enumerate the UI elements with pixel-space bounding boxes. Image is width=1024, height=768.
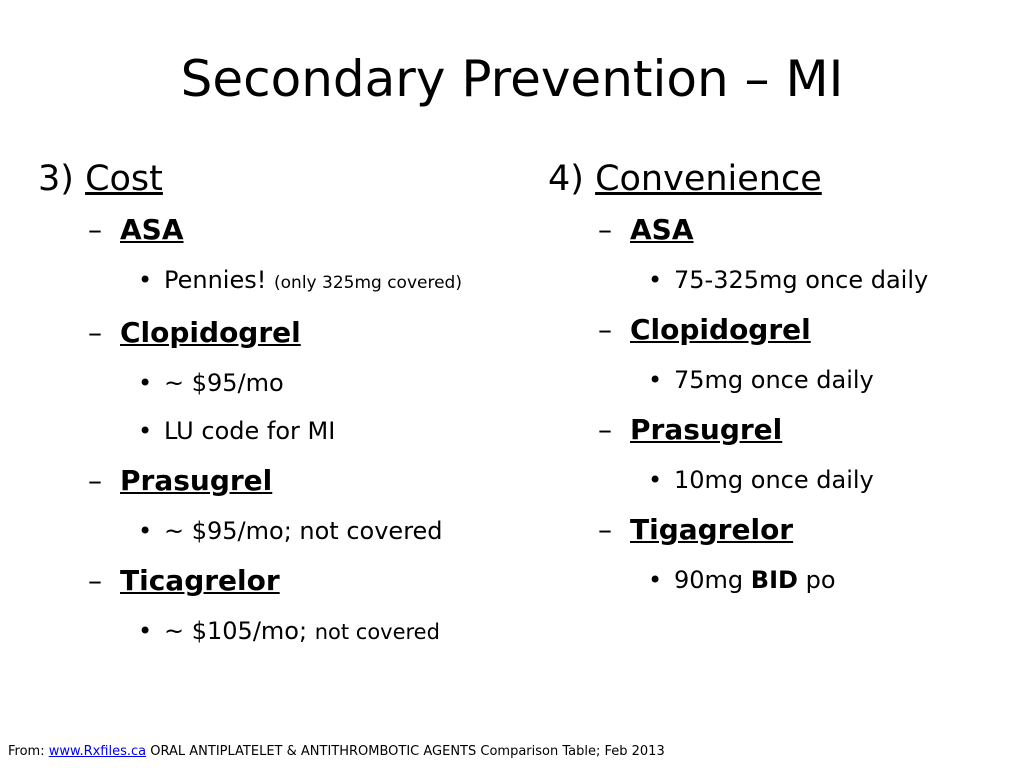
convenience-heading-label: Convenience — [595, 159, 822, 199]
convenience-detail-asa — [648, 264, 1018, 296]
convenience-detail-clopidogrel — [648, 364, 1018, 396]
drug-name: Clopidogrel — [120, 316, 301, 349]
dash-bullet: – — [598, 213, 612, 246]
convenience-drug-clopidogrel — [598, 312, 1018, 348]
detail-note: (only 325mg covered) — [274, 273, 462, 293]
footer-text: ORAL ANTIPLATELET & ANTITHROMBOTIC AGENTS Comparison Table; Feb 2013 — [150, 744, 665, 759]
source-footer — [8, 743, 665, 761]
cost-heading-label: Cost — [85, 159, 163, 199]
drug-name: Clopidogrel — [630, 313, 811, 346]
detail-text: LU code for MI — [164, 417, 336, 445]
cost-detail-ticagrelor — [138, 615, 508, 648]
dash-bullet: – — [88, 213, 102, 246]
convenience-drug-prasugrel — [598, 412, 1018, 448]
convenience-heading — [548, 156, 1018, 202]
drug-name: Tigagrelor — [630, 513, 794, 546]
cost-detail-asa — [138, 264, 508, 299]
bullet: • — [648, 366, 663, 394]
cost-heading — [38, 156, 508, 202]
detail-text: ~ $95/mo — [164, 369, 284, 397]
cost-detail-prasugrel — [138, 515, 508, 547]
bullet: • — [648, 466, 663, 494]
convenience-heading-number: 4) — [548, 159, 584, 199]
detail-text-pre: 90mg — [674, 566, 744, 594]
dash-bullet: – — [598, 513, 612, 546]
detail-text-post: po — [805, 566, 836, 594]
drug-name: Ticagrelor — [120, 564, 280, 597]
convenience-detail-tigagrelor — [648, 564, 1018, 596]
convenience-drug-tigagrelor — [598, 512, 1018, 548]
convenience-detail-prasugrel — [648, 464, 1018, 496]
detail-text: ~ $95/mo; not covered — [164, 517, 443, 545]
rxfiles-link[interactable]: www.Rxfiles.ca — [48, 744, 147, 759]
bullet: • — [138, 417, 153, 445]
dash-bullet: – — [88, 316, 102, 349]
detail-note: not covered — [314, 620, 440, 644]
cost-detail-clopidogrel-1 — [138, 367, 508, 399]
slide-title: Secondary Prevention – MI — [180, 50, 844, 108]
drug-name: Prasugrel — [120, 464, 273, 497]
bullet: • — [138, 517, 153, 545]
dash-bullet: – — [88, 564, 102, 597]
drug-name: ASA — [630, 213, 694, 246]
detail-text: 10mg once daily — [674, 466, 874, 494]
footer-prefix: From: — [8, 744, 45, 759]
detail-text: Pennies! — [164, 266, 267, 294]
dash-bullet: – — [598, 313, 612, 346]
dash-bullet: – — [88, 464, 102, 497]
bullet: • — [648, 266, 663, 294]
cost-column — [38, 156, 508, 664]
bullet: • — [138, 266, 153, 294]
cost-drug-prasugrel — [88, 463, 508, 499]
detail-text: ~ $105/mo; — [164, 617, 308, 645]
convenience-column — [548, 156, 1018, 612]
convenience-drug-asa — [598, 212, 1018, 248]
cost-detail-clopidogrel-2 — [138, 415, 508, 447]
bullet: • — [138, 617, 153, 645]
drug-name: ASA — [120, 213, 184, 246]
bullet: • — [138, 369, 153, 397]
bullet: • — [648, 566, 663, 594]
detail-text-bold: BID — [750, 566, 798, 594]
drug-name: Prasugrel — [630, 413, 783, 446]
dash-bullet: – — [598, 413, 612, 446]
cost-heading-number: 3) — [38, 159, 74, 199]
cost-drug-asa — [88, 212, 508, 248]
cost-drug-clopidogrel — [88, 315, 508, 351]
detail-text: 75mg once daily — [674, 366, 874, 394]
detail-text: 75-325mg once daily — [674, 266, 929, 294]
cost-drug-ticagrelor — [88, 563, 508, 599]
